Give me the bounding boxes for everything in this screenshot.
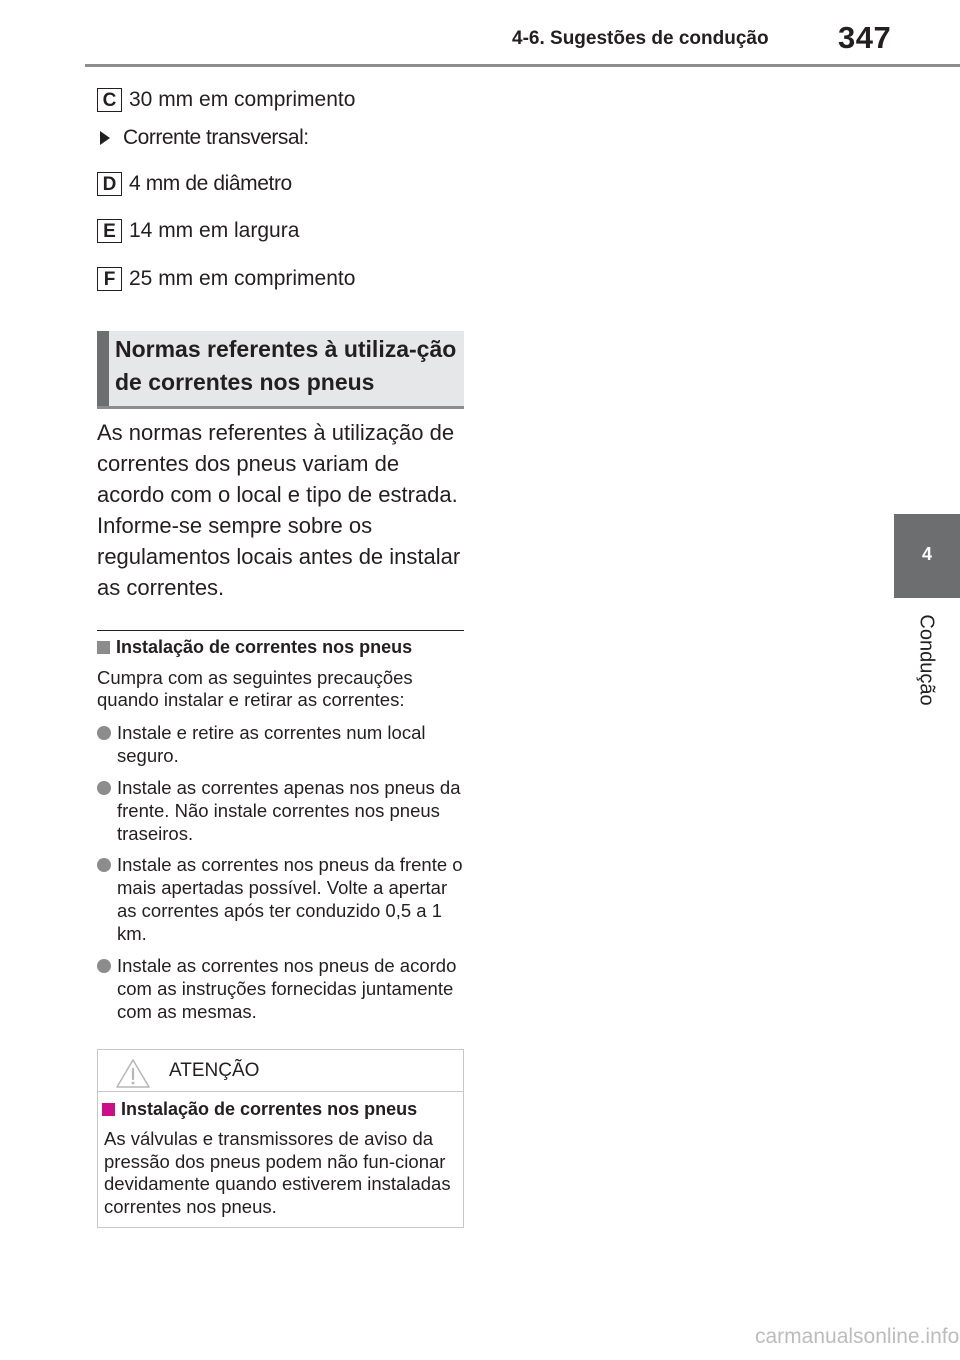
- watermark: carmanualsonline.info: [755, 1325, 960, 1348]
- sub-item-transverse-chain: [100, 126, 309, 150]
- chapter-tab: [894, 514, 960, 598]
- chapter-tab-number: 4: [921, 544, 932, 564]
- warning-box: [97, 1049, 464, 1228]
- arrow-right-icon: [100, 131, 110, 145]
- section-heading-bar: [97, 331, 109, 406]
- spec-text: 4 mm de diâmetro: [129, 172, 292, 195]
- list-item: [97, 853, 467, 945]
- square-bullet-icon: [97, 641, 110, 654]
- warning-heading: [102, 1099, 417, 1120]
- header-divider: [85, 64, 960, 67]
- list-item: [97, 954, 467, 1023]
- warning-triangle-icon: [115, 1058, 151, 1089]
- subsection-divider: [97, 630, 464, 631]
- warning-title: ATENÇÃO: [169, 1060, 260, 1081]
- circle-bullet-icon: [97, 781, 111, 795]
- spec-letter: C: [97, 88, 122, 112]
- spec-text: 25 mm em comprimento: [129, 267, 356, 290]
- list-item-text: Instale as correntes nos pneus da frente o mais apertadas possível. Volte a apertar as correntes após ter conduzido 0,5 a 1 km.: [117, 854, 463, 944]
- circle-bullet-icon: [97, 858, 111, 872]
- section-heading-box: [97, 331, 464, 409]
- spec-letter: D: [97, 172, 122, 196]
- spec-row-c: [97, 86, 355, 114]
- circle-bullet-icon: [97, 726, 111, 740]
- square-bullet-icon: [102, 1103, 115, 1116]
- warning-heading-text: Instalação de correntes nos pneus: [121, 1099, 418, 1119]
- subsection-heading: [97, 637, 412, 658]
- spec-letter: E: [97, 219, 122, 243]
- list-item: [97, 776, 467, 845]
- spec-text: 30 mm em comprimento: [129, 88, 356, 111]
- subsection-heading-text: Instalação de correntes nos pneus: [116, 637, 413, 657]
- spec-row-e: [97, 217, 299, 245]
- spec-text: 14 mm em largura: [129, 219, 300, 242]
- list-item-text: Instale as correntes apenas nos pneus da frente. Não instale correntes nos pneus traseiros.: [117, 777, 461, 844]
- page-number: 347: [838, 20, 892, 55]
- page-header-title: 4-6. Sugestões de condução: [512, 28, 769, 49]
- circle-bullet-icon: [97, 959, 111, 973]
- chapter-tab-label: Condução: [915, 614, 938, 706]
- list-item: [97, 721, 467, 767]
- section-heading: Normas referentes à utiliza-ção de correntes nos pneus: [115, 336, 457, 395]
- spec-row-d: [97, 170, 292, 198]
- list-item-text: Instale e retire as correntes num local seguro.: [117, 722, 426, 766]
- subsection-text: Cumpra com as seguintes precauções quando instalar e retirar as correntes:: [97, 667, 413, 710]
- spec-row-f: [97, 265, 355, 293]
- warning-header: [98, 1050, 463, 1092]
- warning-text: As válvulas e transmissores de aviso da pressão dos pneus podem não fun-cionar devidamente quando estiverem instaladas correntes nos pneus.: [104, 1128, 451, 1217]
- spec-letter: F: [97, 267, 122, 291]
- sub-item-label: Corrente transversal:: [123, 126, 309, 149]
- list-item-text: Instale as correntes nos pneus de acordo com as instruções fornecidas juntamente com as mesmas.: [117, 955, 457, 1022]
- section-intro-paragraph: As normas referentes à utilização de correntes dos pneus variam de acordo com o local e tipo de estrada. Informe-se sempre sobre os regulamentos locais antes de instalar as correntes.: [97, 420, 461, 600]
